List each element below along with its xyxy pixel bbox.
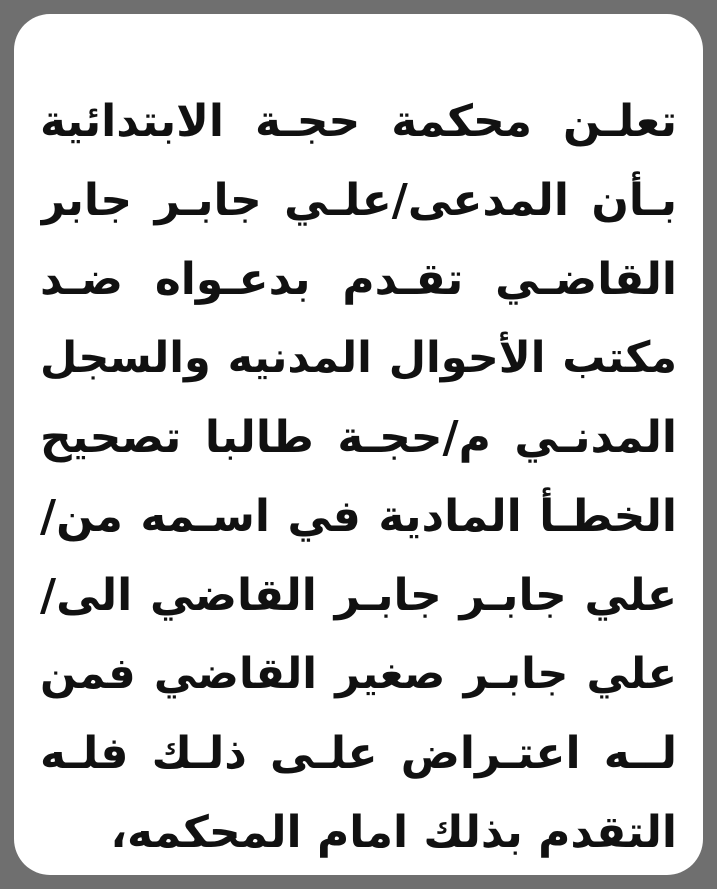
notice-line-6: الخطـأ المادية في اسـمه من/ — [40, 491, 677, 542]
notice-line-7: علي جابـر جابـر القاضي الى/ — [40, 570, 677, 621]
notice-line-1: تعلـن محكمة حجـة الابتدائية — [40, 96, 677, 147]
notice-line-9: لــه اعتـراض علـى ذلـك فلـه — [40, 728, 677, 779]
notice-line-2: بـأن المدعى/علـي جابـر جابر — [40, 175, 677, 226]
notice-line-5: المدنـي م/حجـة طالبا تصحيح — [40, 412, 677, 463]
notice-line-8: علي جابـر صغير القاضي فمن — [40, 649, 677, 699]
notice-card — [14, 14, 703, 875]
notice-line-10: التقدم بذلك امام المحكمه، — [110, 807, 677, 858]
notice-line-4: مكتب الأحوال المدنيه والسجل — [40, 333, 677, 383]
notice-line-3: القاضـي تقـدم بدعـواه ضـد — [40, 254, 677, 305]
